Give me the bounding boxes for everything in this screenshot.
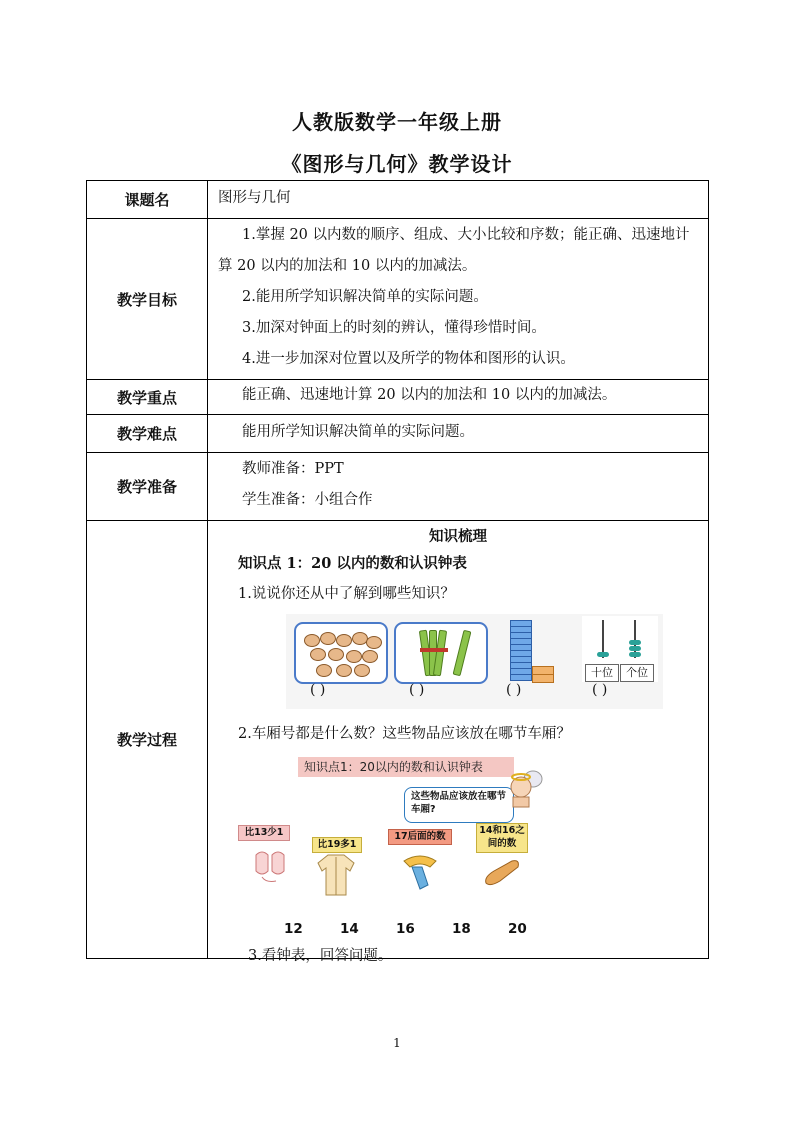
bee-icon — [304, 634, 320, 647]
doc-title-line1: 人教版数学一年级上册 — [292, 110, 502, 134]
goal-item-4: 4.进一步加深对位置以及所学的物体和图形的认识。 — [242, 351, 575, 367]
scarf-icon — [398, 853, 442, 893]
counting-figure — [286, 614, 663, 709]
bee-icon — [320, 632, 336, 645]
tag-after-17: 17后面的数 — [388, 829, 452, 845]
bee-icon — [328, 648, 344, 661]
difficulty-cell — [208, 415, 709, 453]
lesson-plan-table — [86, 180, 709, 964]
tag-less-than-13: 比13少1 — [238, 825, 290, 841]
stick-icon — [453, 630, 472, 677]
bead-icon — [629, 652, 641, 657]
key-cell — [208, 380, 709, 415]
process-cell — [208, 521, 709, 964]
car-number-18: 18 — [452, 921, 471, 937]
bee-icon — [366, 636, 382, 649]
page-number: 1 — [393, 1036, 401, 1050]
bead-icon — [629, 646, 641, 651]
prep-student: 学生准备：小组合作 — [242, 492, 373, 508]
bead-icon — [597, 652, 609, 657]
knowledge-banner: 知识点1：20以内的数和认识钟表 — [298, 757, 514, 777]
answer-blank-1: ( ) — [310, 682, 326, 698]
car-number-14: 14 — [340, 921, 359, 937]
bee-icon — [362, 650, 378, 663]
sticks-frame — [394, 622, 488, 684]
speech-bubble: 这些物品应该放在哪节车厢? — [404, 787, 514, 823]
key-label: 教学重点 — [87, 380, 208, 415]
bee-icon — [346, 650, 362, 663]
topic-cell — [208, 181, 709, 219]
tag-between-14-16: 14和16之间的数 — [476, 823, 528, 853]
car-number-20: 20 — [508, 921, 527, 937]
ones-block-icon — [532, 674, 554, 683]
bread-icon — [482, 859, 522, 889]
car-number-12: 12 — [284, 921, 303, 937]
goal-item-1: 1.掌握 20 以内数的顺序、组成、大小比较和序数；能正确、迅速地计算 20 以内的加法和 10 以内的加减法。 — [218, 227, 690, 274]
blocks-figure — [504, 620, 562, 682]
goal-item-2: 2.能用所学知识解决简单的实际问题。 — [242, 289, 488, 305]
coat-icon — [316, 853, 356, 897]
tens-place-label: 十位 — [585, 664, 619, 682]
question-3: 3.看钟表，回答问题。 — [248, 948, 393, 964]
bee-icon — [336, 664, 352, 677]
knowledge-point-1: 知识点 1：20 以内的数和认识钟表 — [238, 555, 467, 572]
answer-blank-2: ( ) — [409, 682, 425, 698]
goals-cell — [208, 219, 709, 380]
train-cars-figure — [238, 753, 538, 938]
ones-place-label: 个位 — [620, 664, 654, 682]
mittens-icon — [252, 849, 290, 883]
bundle-tie-icon — [420, 648, 448, 652]
goals-label: 教学目标 — [87, 219, 208, 380]
doc-title-line2: 《图形与几何》教学设计 — [281, 152, 513, 176]
process-heading: 知识梳理 — [429, 528, 487, 545]
difficulty-value: 能用所学知识解决简单的实际问题。 — [242, 424, 474, 440]
bee-icon — [354, 664, 370, 677]
difficulty-label: 教学难点 — [87, 415, 208, 453]
goal-item-3: 3.加深对钟面上的时刻的辨认，懂得珍惜时间。 — [242, 320, 546, 336]
process-label: 教学过程 — [87, 521, 208, 959]
answer-blank-4: ( ) — [592, 682, 608, 698]
bee-icon — [316, 664, 332, 677]
prep-teacher: 教师准备：PPT — [242, 461, 344, 477]
bead-icon — [629, 640, 641, 645]
prep-cell — [208, 453, 709, 521]
question-1: 1.说说你还从中了解到哪些知识？ — [238, 586, 455, 602]
car-number-16: 16 — [396, 921, 415, 937]
cupid-icon — [503, 769, 543, 815]
topic-value: 图形与几何 — [218, 190, 291, 206]
abacus-figure — [582, 616, 658, 682]
tens-block-icon — [510, 674, 532, 681]
bee-icon — [336, 634, 352, 647]
bees-frame — [294, 622, 388, 684]
tag-more-than-19: 比19多1 — [312, 837, 362, 853]
key-value: 能正确、迅速地计算 20 以内的加法和 10 以内的加减法。 — [242, 387, 617, 403]
answer-blank-3: ( ) — [506, 682, 522, 698]
bee-icon — [310, 648, 326, 661]
topic-label: 课题名 — [87, 181, 208, 219]
question-2: 2.车厢号都是什么数？这些物品应该放在哪节车厢？ — [238, 726, 571, 742]
prep-label: 教学准备 — [87, 453, 208, 521]
